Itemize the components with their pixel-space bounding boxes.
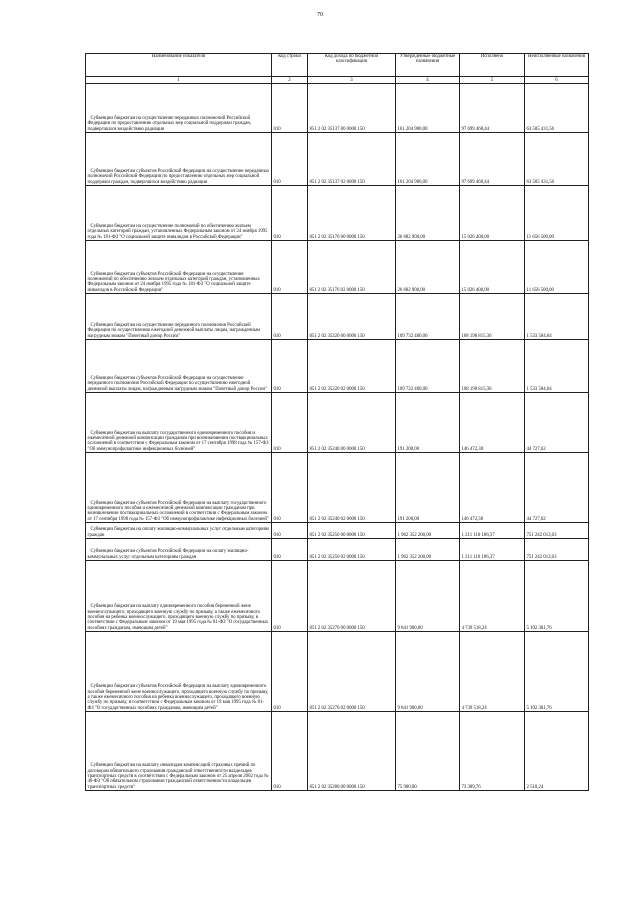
budget-code-cell: 851 2 02 35220 00 0000 150	[308, 294, 396, 340]
table-row	[86, 393, 589, 453]
column-number-row	[86, 77, 589, 84]
approved-amount-cell: 161 204 900,00	[396, 133, 460, 186]
budget-code-cell: 851 2 02 35137 00 0000 150	[308, 84, 396, 133]
unexecuted-amount-cell: 44 727,62	[525, 393, 589, 453]
table-row	[86, 241, 589, 294]
indicator-name-cell	[86, 294, 272, 340]
budget-code-cell: 851 2 02 35240 02 0000 150	[308, 453, 396, 523]
header-indicator-name: Наименование показателя	[86, 54, 272, 77]
approved-amount-cell: 161 204 900,00	[396, 84, 460, 133]
indicator-name-text: Субвенции бюджетам на осуществление переданных полномочий Российской Федерации по предоставлению отдельных мер социальной поддержки граждан, подвергшихся воздействию радиации	[87, 115, 252, 132]
indicator-name-text: Субвенции бюджетам на выплату единовременного пособия беременной жене военнослужащего, проходящего военную службу по призыву, а также ежемесячного пособия на ребенка военнослужащего, проходящего военную службу по призыву, в соответствии с Федеральным законом от 19 мая 1995 года № 81-ФЗ "О государственных пособиях гражданам, имеющим детей"	[87, 604, 269, 631]
executed-amount-cell: 4 739 518,24	[460, 632, 525, 712]
executed-amount-cell: 1 211 110 186,37	[460, 539, 525, 561]
unexecuted-amount-cell: 63 505 431,56	[525, 133, 589, 186]
executed-amount-cell: 108 198 815,36	[460, 294, 525, 340]
column-number: 6	[525, 77, 589, 84]
indicator-name-cell	[86, 84, 272, 133]
header-approved: Утвержденные бюджетные назначения	[396, 54, 460, 77]
header-line-code: Код строки	[272, 54, 308, 77]
unexecuted-amount-cell: 1 533 584,64	[525, 340, 589, 393]
approved-amount-cell: 191 200,00	[396, 393, 460, 453]
line-code-cell: 010	[272, 561, 308, 632]
indicator-name-text: Субвенции бюджетам на выплату государственного единовременного пособия и ежемесячной денежной компенсации гражданам при возникновении поствакцинальных осложнений в соответствии с Федеральным законом от 17 сентября 1998 года № 157-ФЗ "Об иммунопрофилактике инфекционных болезней"	[87, 430, 269, 452]
budget-execution-table	[85, 53, 589, 791]
table-row	[86, 539, 589, 561]
indicator-name-text: Субвенции бюджетам субъектов Российской Федерации на оплату жилищно-коммунальных услуг отдельным категориям граждан	[87, 549, 249, 560]
unexecuted-amount-cell: 11 656 500,00	[525, 241, 589, 294]
indicator-name-cell	[86, 712, 272, 791]
indicator-name-text: Субвенции бюджетам на оплату жилищно-коммунальных услуг отдельным категориям граждан	[87, 527, 269, 538]
budget-code-cell: 851 2 02 35270 02 0000 150	[308, 632, 396, 712]
line-code-cell: 010	[272, 294, 308, 340]
unexecuted-amount-cell: 751 242 013,63	[525, 539, 589, 561]
approved-amount-cell: 109 732 400,00	[396, 294, 460, 340]
indicator-name-text: Субвенции бюджетам на выплату инвалидам компенсаций страховых премий по договорам обязательного страхования гражданской ответственности владельцев транспортных средств в соответствии с Федеральным законом от 25 апреля 2002 года № 40-ФЗ "Об обязательном страховании гражданской ответственности владельцев транспортных средств"	[87, 763, 269, 790]
table-row	[86, 561, 589, 632]
unexecuted-amount-cell: 11 656 500,00	[525, 186, 589, 241]
approved-amount-cell: 191 200,00	[396, 453, 460, 523]
indicator-name-cell	[86, 393, 272, 453]
indicator-name-text: Субвенции бюджетам субъектов Российской Федерации на осуществление полномочий по обеспечению жильем отдельных категорий граждан, установленных Федеральным законом от 24 ноября 1995 года № 181-ФЗ "О социальной защите инвалидов в Российской Федерации"	[87, 271, 260, 293]
executed-amount-cell: 146 472,38	[460, 453, 525, 523]
column-number: 5	[460, 77, 525, 84]
indicator-name-cell	[86, 561, 272, 632]
indicator-name-cell	[86, 632, 272, 712]
unexecuted-amount-cell: 44 727,62	[525, 453, 589, 523]
table-row	[86, 133, 589, 186]
indicator-name-cell	[86, 133, 272, 186]
executed-amount-cell: 97 699 468,44	[460, 133, 525, 186]
column-number: 3	[308, 77, 396, 84]
header-unexecuted: Неисполненные назначения	[525, 54, 589, 77]
column-number: 2	[272, 77, 308, 84]
column-number: 1	[86, 77, 272, 84]
unexecuted-amount-cell: 1 533 584,64	[525, 294, 589, 340]
budget-code-cell: 851 2 02 35240 00 0000 150	[308, 393, 396, 453]
line-code-cell: 010	[272, 539, 308, 561]
approved-amount-cell: 26 682 900,00	[396, 241, 460, 294]
unexecuted-amount-cell: 751 242 013,63	[525, 523, 589, 539]
line-code-cell: 010	[272, 84, 308, 133]
table-row	[86, 712, 589, 791]
indicator-name-text: Субвенции бюджетам на осуществление полномочий по обеспечению жильем отдельных категорий граждан, установленных Федеральным законом от 24 ноября 1995 года № 181-ФЗ "О социальной защите инвалидов в Российской Федерации"	[87, 223, 268, 240]
budget-code-cell: 851 2 02 35250 02 0000 150	[308, 539, 396, 561]
line-code-cell: 010	[272, 523, 308, 539]
budget-code-cell: 851 2 02 35250 00 0000 150	[308, 523, 396, 539]
line-code-cell: 010	[272, 241, 308, 294]
table-row	[86, 340, 589, 393]
approved-amount-cell: 26 682 900,00	[396, 186, 460, 241]
table-row	[86, 186, 589, 241]
executed-amount-cell: 1 211 110 186,37	[460, 523, 525, 539]
table-row	[86, 523, 589, 539]
indicator-name-cell	[86, 523, 272, 539]
table-row	[86, 632, 589, 712]
approved-amount-cell: 1 962 352 200,00	[396, 523, 460, 539]
executed-amount-cell: 4 739 518,24	[460, 561, 525, 632]
line-code-cell: 010	[272, 133, 308, 186]
table-row	[86, 453, 589, 523]
executed-amount-cell: 15 026 400,00	[460, 241, 525, 294]
table-row	[86, 84, 589, 133]
budget-code-cell: 851 2 02 35220 02 0000 150	[308, 340, 396, 393]
indicator-name-text: Субвенции бюджетам субъектов Российской Федерации на выплату государственного единовременного пособия и ежемесячной денежной компенсации гражданам при возникновении поствакцинальных осложнений в соответствии с Федеральным законом от 17 сентября 1998 года № 157-ФЗ "Об иммунопрофилактике инфекционных болезней"	[87, 500, 269, 522]
column-number: 4	[396, 77, 460, 84]
line-code-cell: 010	[272, 186, 308, 241]
indicator-name-text: Субвенции бюджетам субъектов Российской Федерации на осуществление переданного полномочия Российской Федерации по осуществлению ежегодной денежной выплаты лицам, награжденным нагрудным знаком "Почетный донор России"	[87, 375, 268, 392]
approved-amount-cell: 75 900,00	[396, 712, 460, 791]
unexecuted-amount-cell: 2 510,24	[525, 712, 589, 791]
unexecuted-amount-cell: 5 102 381,76	[525, 561, 589, 632]
line-code-cell: 010	[272, 632, 308, 712]
indicator-name-cell	[86, 453, 272, 523]
executed-amount-cell: 97 699 468,44	[460, 84, 525, 133]
indicator-name-cell	[86, 241, 272, 294]
line-code-cell: 010	[272, 393, 308, 453]
indicator-name-text: Субвенции бюджетам на осуществление переданного полномочия Российской Федерации по осуществлению ежегодной денежной выплаты лицам, награжденным нагрудным знаком "Почетный донор России"	[87, 322, 260, 339]
indicator-name-cell	[86, 340, 272, 393]
budget-code-cell: 851 2 02 35280 00 0000 150	[308, 712, 396, 791]
executed-amount-cell: 15 026 400,00	[460, 186, 525, 241]
header-budget-code: Код дохода по бюджетной классификации	[308, 54, 396, 77]
unexecuted-amount-cell: 5 102 381,76	[525, 632, 589, 712]
executed-amount-cell: 108 198 815,36	[460, 340, 525, 393]
unexecuted-amount-cell: 63 505 431,56	[525, 84, 589, 133]
budget-code-cell: 851 2 02 35176 02 0000 150	[308, 241, 396, 294]
line-code-cell: 010	[272, 712, 308, 791]
indicator-name-cell	[86, 539, 272, 561]
approved-amount-cell: 9 841 900,00	[396, 561, 460, 632]
approved-amount-cell: 109 732 400,00	[396, 340, 460, 393]
indicator-name-cell	[86, 186, 272, 241]
executed-amount-cell: 73 389,76	[460, 712, 525, 791]
header-row	[86, 54, 589, 77]
line-code-cell: 010	[272, 340, 308, 393]
table-row	[86, 294, 589, 340]
budget-code-cell: 851 2 02 35176 00 0000 150	[308, 186, 396, 241]
budget-code-cell: 851 2 02 35137 02 0000 150	[308, 133, 396, 186]
indicator-name-text: Субвенции бюджетам субъектов Российской Федерации на выплату единовременного пособия беременной жене военнослужащего, проходящего военную службу по призыву, а также ежемесячного пособия на ребенка военнослужащего, проходящего военную службу по призыву, в соответствии с Федеральным законом от 19 мая 1995 года № 81-ФЗ "О государственных пособиях гражданам, имеющим детей"	[87, 684, 269, 711]
executed-amount-cell: 146 472,38	[460, 393, 525, 453]
header-executed: Исполнено	[460, 54, 525, 77]
indicator-name-text: Субвенции бюджетам субъектов Российской Федерации на осуществление переданных полномочий Российской Федерации по предоставлению отдельных мер социальной поддержки граждан, подвергшихся воздействию радиации	[87, 168, 270, 185]
approved-amount-cell: 9 841 900,00	[396, 632, 460, 712]
page-number: 70	[317, 12, 323, 18]
approved-amount-cell: 1 962 352 200,00	[396, 539, 460, 561]
line-code-cell: 010	[272, 453, 308, 523]
budget-code-cell: 851 2 02 35270 00 0000 150	[308, 561, 396, 632]
